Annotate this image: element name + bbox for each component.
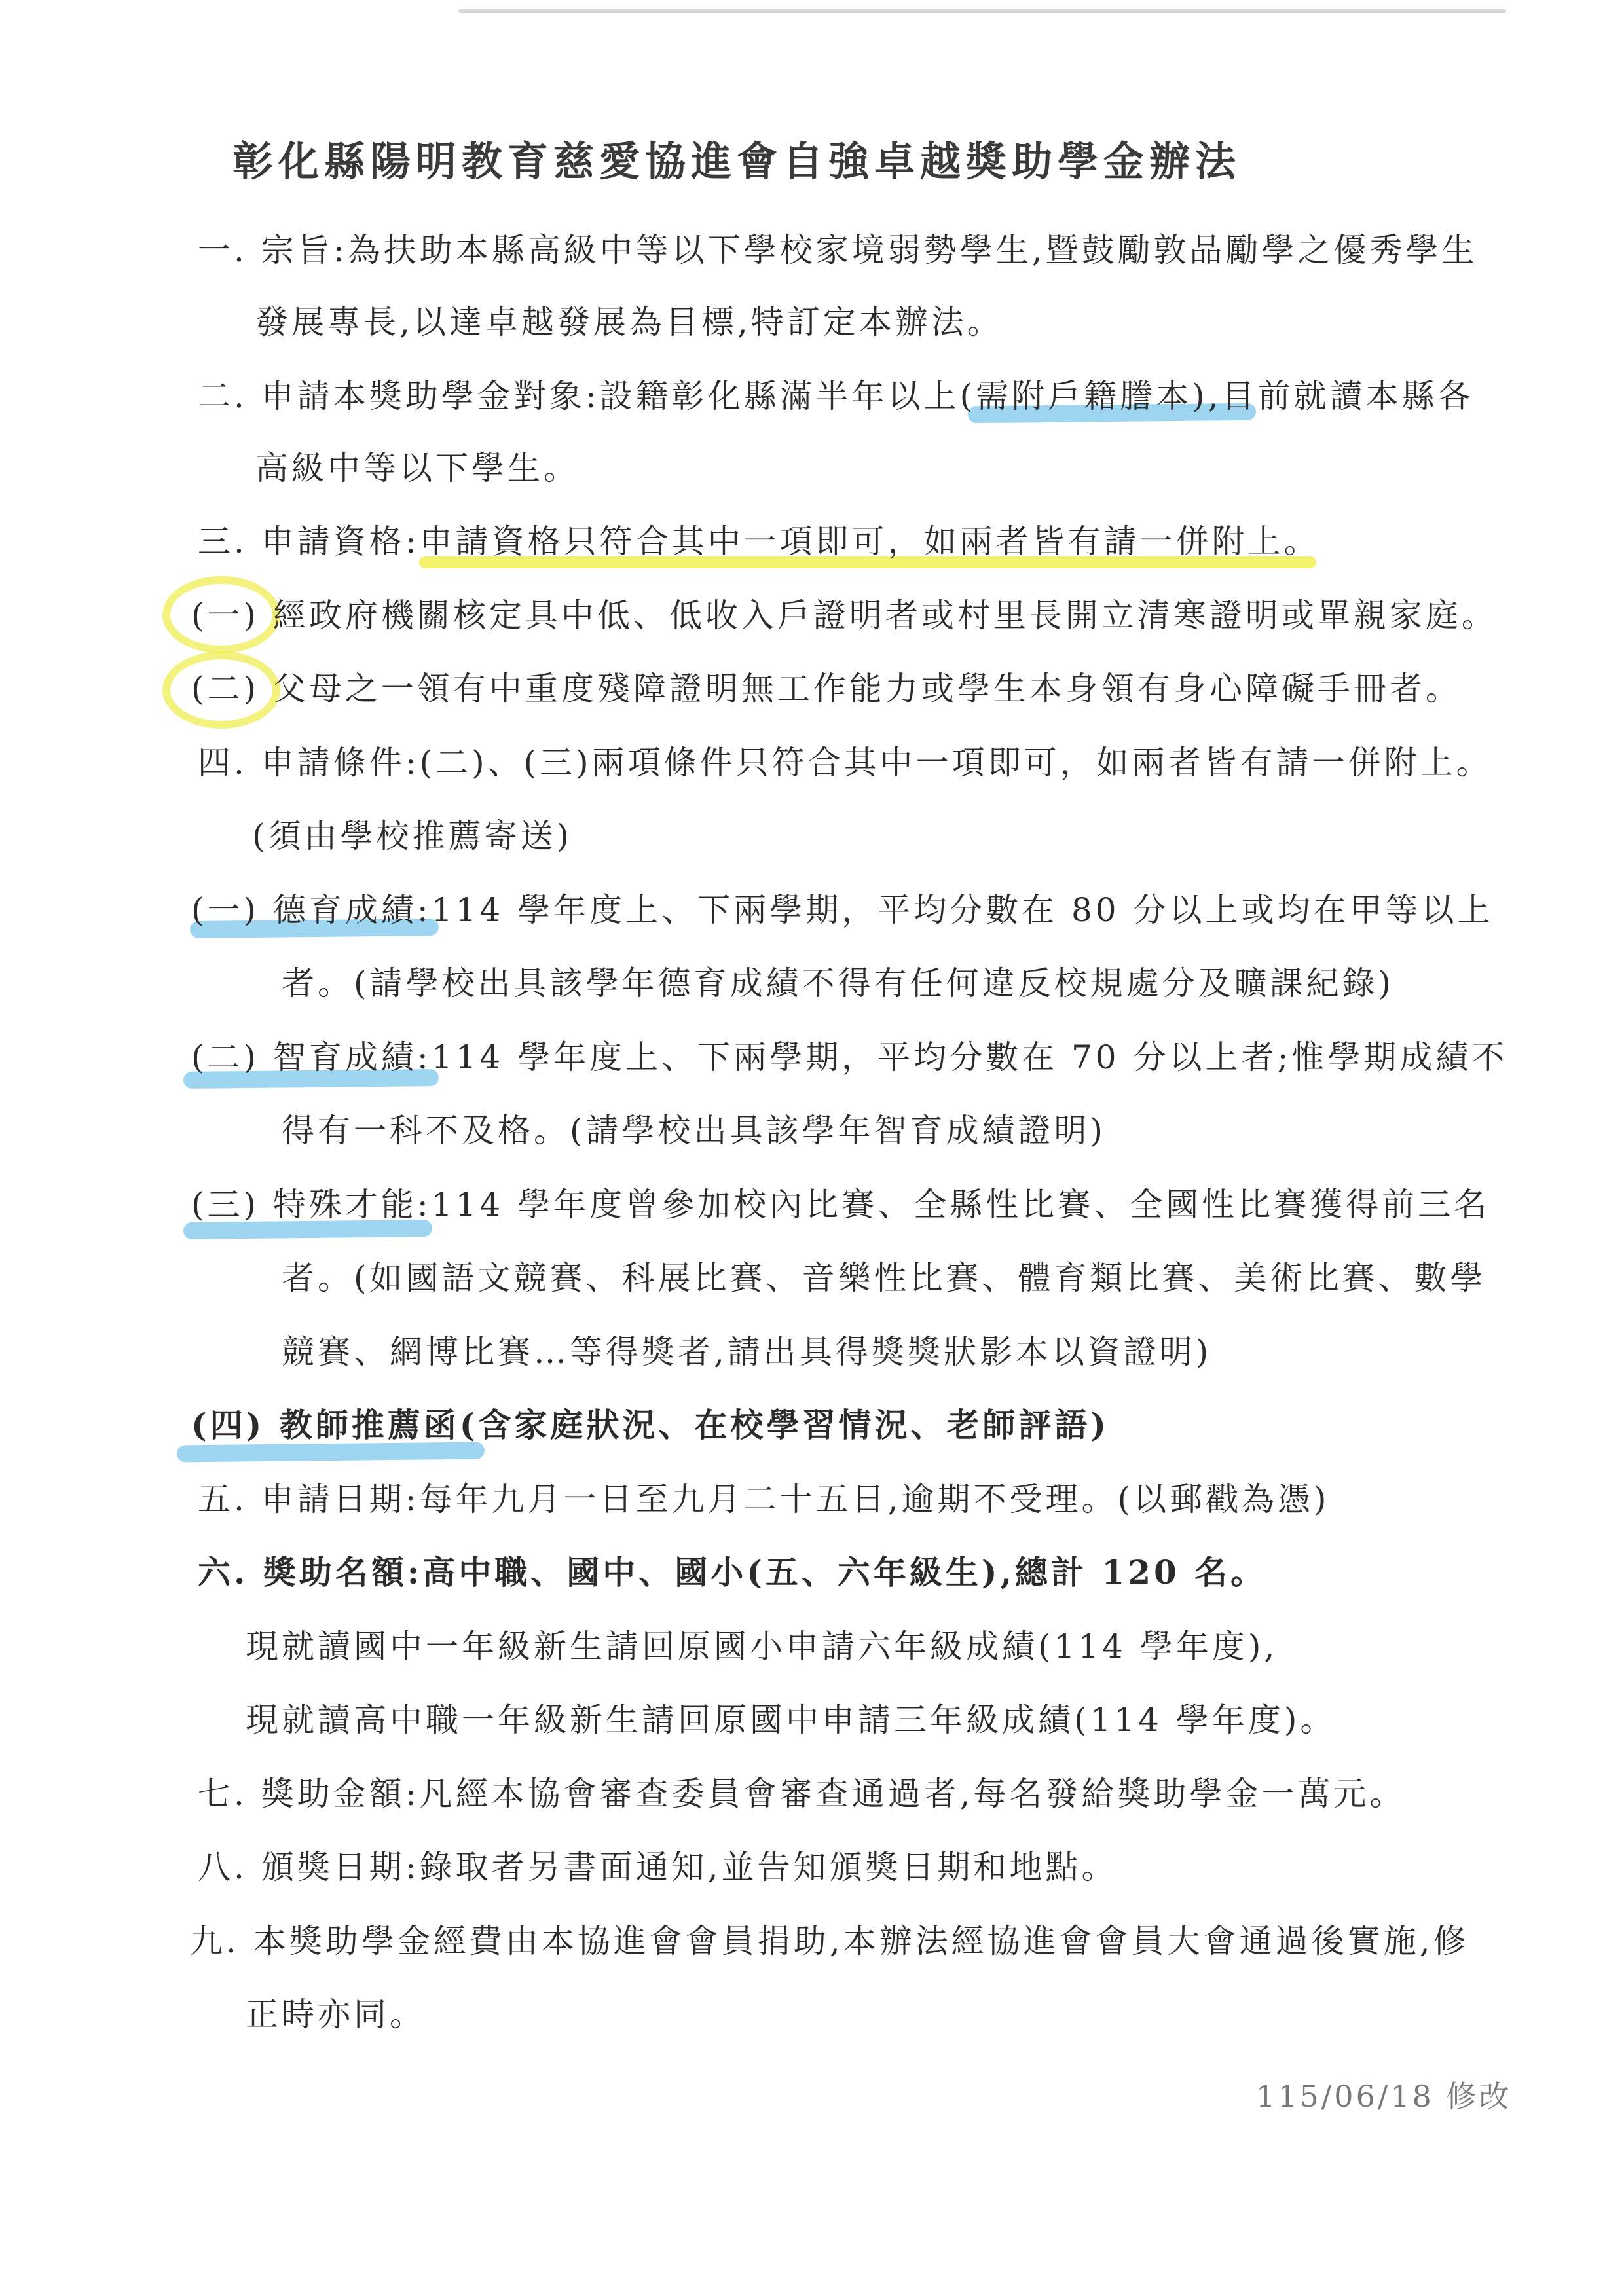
clause-4-conditions: 四. 申請條件:(二)、(三)兩項條件只符合其中一項即可，如兩者皆有請一併附上。	[198, 744, 1492, 782]
clause-9-funding: 九. 本獎助學金經費由本協進會會員捐助,本辦法經協進會會員大會通過後實施,修	[190, 1922, 1469, 1960]
revision-note: 115/06/18 修改	[1256, 2079, 1512, 2114]
clause-3-qualifications: 三. 申請資格:申請資格只符合其中一項即可，如兩者皆有請一併附上。	[198, 522, 1320, 560]
clause-4-item-3-talent-cont-1: 者。(如國語文競賽、科展比賽、音樂性比賽、體育類比賽、美術比賽、數學	[282, 1259, 1486, 1297]
clause-9-funding-cont: 正時亦同。	[246, 1995, 426, 2033]
clause-8-award-date: 八. 頒獎日期:錄取者另書面通知,並告知頒獎日期和地點。	[198, 1848, 1118, 1886]
clause-1-purpose: 一. 宗旨:為扶助本縣高級中等以下學校家境弱勢學生,暨鼓勵敦品勵學之優秀學生	[198, 231, 1478, 269]
scan-edge-mark	[458, 9, 1506, 13]
clause-4-item-2-academic: (二) 智育成績:114 學年度上、下兩學期，平均分數在 70 分以上者;惟學期成績不	[191, 1038, 1508, 1076]
clause-3-item-2: (二) 父母之一領有中重度殘障證明無工作能力或學生本身領有身心障礙手冊者。	[191, 670, 1462, 708]
clause-2-eligible-applicants-cont: 高級中等以下學生。	[255, 449, 580, 487]
document-title: 彰化縣陽明教育慈愛協進會自強卓越獎助學金辦法	[232, 137, 1242, 185]
clause-4-item-1-moral: (一) 德育成績:114 學年度上、下兩學期，平均分數在 80 分以上或均在甲等以上	[191, 891, 1494, 929]
clause-4-item-2-academic-cont: 得有一科不及格。(請學校出具該學年智育成績證明)	[282, 1112, 1107, 1150]
clause-3-item-1: (一) 經政府機關核定具中低、低收入戶證明者或村里長開立清寒證明或單親家庭。	[191, 596, 1498, 634]
clause-6-quota: 六. 獎助名額:高中職、國中、國小(五、六年級生),總計 120 名。	[198, 1553, 1267, 1592]
clause-4-item-3-talent: (三) 特殊才能:114 學年度曾參加校內比賽、全縣性比賽、全國性比賽獲得前三名	[191, 1186, 1490, 1224]
clause-7-amount: 七. 獎助金額:凡經本協會審查委員會審查通過者,每名發給獎助學金一萬元。	[198, 1775, 1406, 1813]
clause-1-purpose-cont: 發展專長,以達卓越發展為目標,特訂定本辦法。	[255, 303, 1003, 341]
clause-6-junior-note: 現就讀國中一年級新生請回原國小申請六年級成績(114 學年度),	[246, 1628, 1278, 1666]
clause-2-eligible-applicants: 二. 申請本獎助學金對象:設籍彰化縣滿半年以上(需附戶籍謄本),目前就讀本縣各	[198, 377, 1474, 415]
clause-6-senior-note: 現就讀高中職一年級新生請回原國中申請三年級成績(114 學年度)。	[246, 1701, 1337, 1739]
clause-4-item-3-talent-cont-2: 競賽、網博比賽…等得獎者,請出具得獎獎狀影本以資證明)	[282, 1333, 1212, 1371]
clause-4-item-1-moral-cont: 者。(請學校出具該學年德育成績不得有任何違反校規處分及曠課紀錄)	[282, 964, 1395, 1002]
clause-5-application-date: 五. 申請日期:每年九月一日至九月二十五日,逾期不受理。(以郵戳為憑)	[198, 1480, 1330, 1518]
clause-4-item-4-recommendation: (四) 教師推薦函(含家庭狀況、在校學習情況、老師評語)	[191, 1406, 1110, 1444]
clause-4-school-recommendation: (須由學校推薦寄送)	[252, 817, 573, 855]
